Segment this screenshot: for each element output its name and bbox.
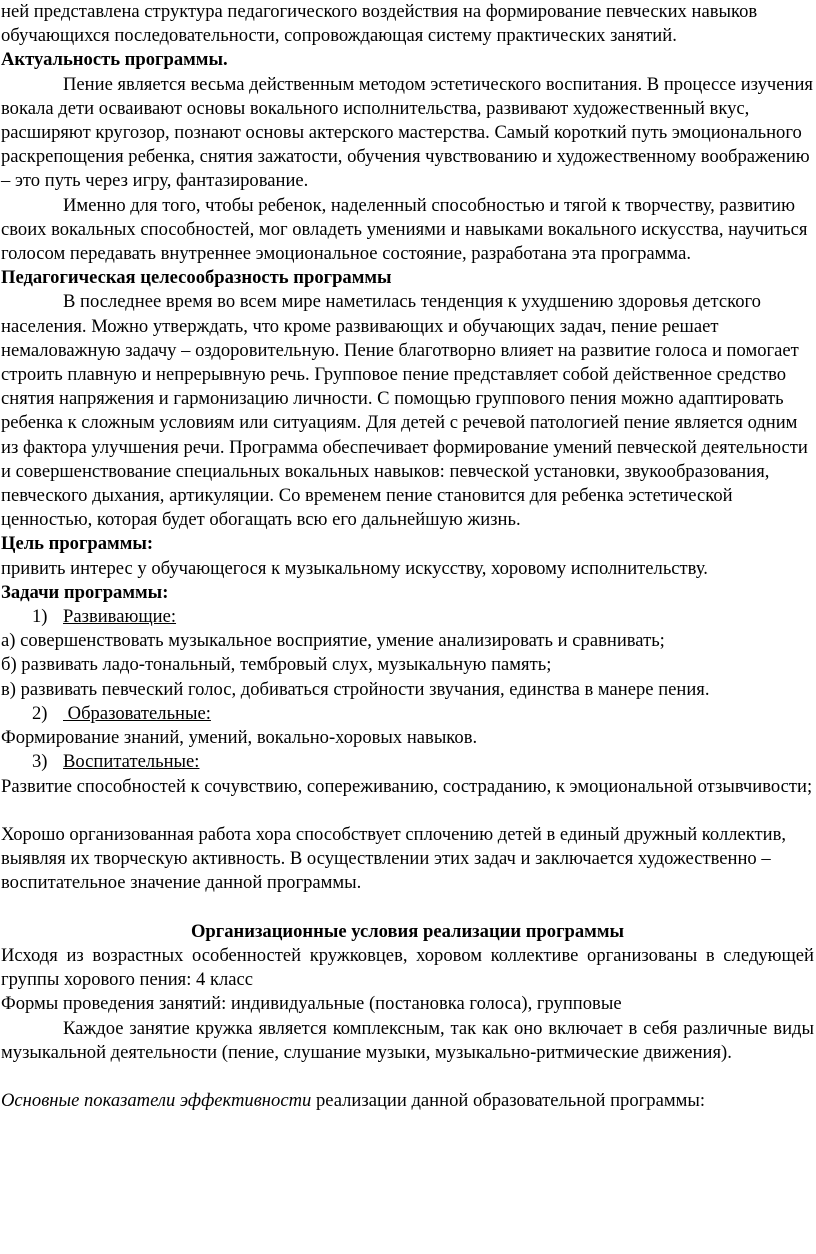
org-paragraph-1: Исходя из возрастных особенностей кружковцев, хоровом коллективе организованы в следующей группы хорового пения: 4 класс (1, 944, 814, 991)
indicators-rest: реализации данной образовательной программы: (311, 1090, 706, 1112)
blank-line (1, 799, 814, 823)
relevance-paragraph-2: Именно для того, чтобы ребенок, наделенный способностью и тягой к творчеству, развитию своих вокальных способностей, мог овладеть умениями и навыками вокального искусства, научиться голосом передавать внутреннее эмоциональное состояние, разработана эта программа. (1, 194, 808, 265)
tasks-upbringing-item (1, 750, 814, 774)
list-number: 2) (32, 702, 48, 724)
org-paragraph-3: Каждое занятие кружка является комплексным, так как оно включает в себя различные виды музыкальной деятельности (пение, слушание музыки, музыкально-ритмические движения). (1, 1017, 814, 1063)
relevance-heading: Актуальность программы. (1, 49, 228, 71)
goal-heading: Цель программы: (1, 533, 154, 555)
org-heading: Организационные условия реализации программы (190, 920, 625, 942)
org-paragraph-2: Формы проведения занятий: индивидуальные (постановка голоса), групповые (1, 993, 622, 1015)
intro-paragraph: ней представлена структура педагогического воздействия на формирование певческих навыков обучающихся последовательности, сопровождающая систему практических занятий. (1, 1, 758, 47)
indicators-line (1, 1089, 814, 1113)
blank-line (1, 1065, 814, 1089)
indicators-italic: Основные показатели эффективности (1, 1090, 312, 1112)
developing-label: Развивающие: (63, 606, 177, 628)
list-number: 1) (32, 606, 48, 628)
upbringing-label: Воспитательные: (63, 751, 200, 773)
educational-label: Образовательные: (63, 702, 211, 724)
tasks-developing-item (1, 605, 814, 629)
goal-text: привить интерес у обучающегося к музыкальному искусству, хоровому исполнительству. (1, 557, 708, 579)
tasks-heading: Задачи программы: (1, 581, 169, 603)
developing-task-a: а) совершенствовать музыкальное восприятие, умение анализировать и сравнивать; (1, 630, 665, 652)
developing-task-c: в) развивать певческий голос, добиваться стройности звучания, единства в манере пения. (1, 678, 710, 700)
list-number: 3) (32, 751, 48, 773)
choir-paragraph: Хорошо организованная работа хора способствует сплочению детей в единый дружный коллектив, выявляя их творческую активность. В осуществлении этих задач и заключается художественно – воспитательное значение данной программы. (1, 823, 787, 894)
expediency-heading: Педагогическая целесообразность программы (1, 267, 392, 289)
relevance-paragraph-1: Пение является весьма действенным методом эстетического воспитания. В процессе изучения вокала дети осваивают основы вокального исполнительства, развивают художественный вкус, расширяют кругозор, познают основы актерского мастерства. Самый короткий путь эмоционального раскрепощения ребенка, снятия зажатости, обучения чувствованию и художественному воображению – это путь через игру, фантазирование. (1, 73, 813, 192)
educational-text: Формирование знаний, умений, вокально-хоровых навыков. (1, 727, 478, 749)
blank-line (1, 896, 814, 920)
tasks-educational-item (1, 702, 814, 726)
expediency-paragraph: В последнее время во всем мире наметилась тенденция к ухудшению здоровья детского населения. Можно утверждать, что кроме развивающих и обучающих задач, пение решает немаловажную задачу – оздоровительную. Пение благотворно влияет на развитие голоса и помогает строить плавную и непрерывную речь. Групповое пение представляет собой действенное средство снятия напряжения и гармонизацию личности. С помощью группового пения можно адаптировать ребенка к сложным условиям или ситуациям. Для детей с речевой патологией пение является одним из фактора улучшения речи. Программа обеспечивает формирование умений певческой деятельности и совершенствование специальных вокальных навыков: певческой установки, звукообразования, певческого дыхания, артикуляции. Со временем пение становится для ребенка эстетической ценностью, которая будет обогащать всю его дальнейшую жизнь. (1, 291, 808, 531)
upbringing-text: Развитие способностей к сочувствию, сопереживанию, состраданию, к эмоциональной отзывчивости; (1, 775, 813, 797)
developing-task-b: б) развивать ладо-тональный, тембровый слух, музыкальную память; (1, 654, 552, 676)
